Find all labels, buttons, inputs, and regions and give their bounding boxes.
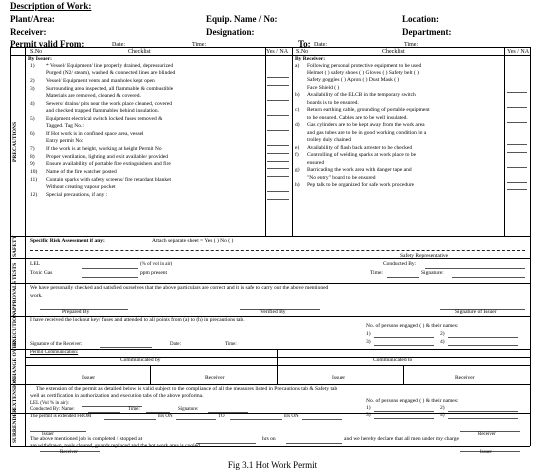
issuer-item-text: Proper ventilation, lighting and exit available/ provided <box>46 153 169 160</box>
verified-by-label: Verified By <box>260 309 286 315</box>
change-over-col-rule-1 <box>150 365 151 384</box>
receiver-item-text: Pep talk to be organized for safe work procedure <box>307 182 415 189</box>
receiver-yes-na-field[interactable] <box>507 122 527 123</box>
change-over-middle-rule <box>277 349 278 384</box>
extension-to-label: TO <box>218 414 225 419</box>
extension-lel-label: LEL (Vol % in air): <box>30 401 69 406</box>
change-over-issuer-2-label: Issuer <box>332 375 346 381</box>
attach-sheet-label: Attach separate sheet = Yes ( ) No ( ) <box>152 238 234 244</box>
extension-signature-line[interactable] <box>208 412 248 413</box>
receiver-item-number: a) <box>295 63 300 69</box>
issuer-item-number: 2) <box>30 78 35 84</box>
plant-area-label: Plant/Area: <box>10 14 55 24</box>
test-signature-label: Signature: <box>421 270 444 276</box>
issuer-yes-na-field[interactable] <box>267 191 289 192</box>
receiver-item-number: c) <box>295 107 300 114</box>
issuer-item-text: Ensure availability of portable fire extinguishers and fire <box>46 161 171 168</box>
receiver-yes-na-field[interactable] <box>507 92 527 93</box>
extension-persons-label: No. of persons engaged ( ) & their names: <box>366 398 459 404</box>
extension-name-4-line[interactable] <box>448 418 518 419</box>
extension-from-label: The permit is extended FROM <box>30 414 92 419</box>
lel-label: LEL <box>30 261 41 267</box>
valid-to-time-label: Time: <box>404 42 419 48</box>
receiver-yes-na-rule <box>504 47 505 236</box>
surrender-statement-b: hrs on <box>262 436 276 442</box>
safety-representative-label: Safety Representative <box>400 253 449 259</box>
extension-statement-cont: well as certification in authorization and execution tabs of the above proforma. <box>30 393 204 399</box>
issuer-item-number: 6) <box>30 130 35 137</box>
receiver-item-text: Return earthing cable, grounding of portable equipment <box>307 107 430 114</box>
issuer-item-number: 8) <box>30 153 35 160</box>
extension-from-date-line[interactable] <box>176 419 216 420</box>
execution-name-1-no: 1) <box>366 331 371 337</box>
risk-assessment-line <box>30 250 525 251</box>
receiver-item-text: Face Shield ( ) <box>307 84 340 91</box>
execution-name-3-no: 3) <box>366 339 371 345</box>
extension-time-line[interactable] <box>146 412 170 413</box>
execution-rule <box>10 349 530 350</box>
issuer-item-text: If Hot work is in confined space area, vessel <box>46 130 144 137</box>
change-over-header-rule <box>25 365 530 366</box>
toxic-gas-label: Toxic Gas <box>30 270 53 276</box>
issuer-item-number: 7) <box>30 145 35 152</box>
lel-value-line[interactable] <box>82 268 138 269</box>
receiver-item-number: d) <box>295 122 300 129</box>
execution-name-1-line[interactable] <box>374 337 434 338</box>
change-over-col-rule-2 <box>403 365 404 384</box>
issuer-item-text: Tagged. Tag No.: <box>46 123 84 129</box>
section-approvals: APPROVALS <box>12 281 18 314</box>
extension-to-line[interactable] <box>230 419 282 420</box>
department-label: Department: <box>402 27 452 37</box>
extension-receiver-label: Receiver <box>478 432 496 437</box>
receiver-yes-na-field[interactable] <box>507 144 527 145</box>
execution-name-4-no: 4) <box>440 339 445 345</box>
valid-to-label: To: <box>298 39 311 49</box>
receiver-item-text: Barricading the work area with danger tape and <box>307 167 412 174</box>
issuer-yes-na-field[interactable] <box>267 153 289 154</box>
receiver-item-number: e) <box>295 144 300 151</box>
receiver-item-text: to be ensured. Cables are to be well insulated. <box>307 114 408 121</box>
issuer-yes-na-field[interactable] <box>267 130 289 131</box>
table-border-top <box>10 47 530 48</box>
checklist-header-rule <box>10 55 530 56</box>
issuer-item-text: Special precautions, if any : <box>46 192 108 198</box>
extension-name-1-line[interactable] <box>374 411 434 412</box>
receiver-item-text: Availability of the ELCB in the temporary switch <box>307 92 416 99</box>
issuer-yes-na-field[interactable] <box>267 85 289 86</box>
issuer-item-number: 12) <box>30 192 38 198</box>
permit-communication-label: Permit Communication: <box>30 350 79 355</box>
receiver-yes-na-header: Yes / NA <box>507 49 530 55</box>
extension-name-3-line[interactable] <box>374 418 434 419</box>
extension-name-2-no: 2) <box>440 405 445 411</box>
execution-signature-line[interactable] <box>100 347 152 348</box>
receiver-yes-na-field[interactable] <box>507 189 527 190</box>
section-tests: TESTS <box>12 262 18 280</box>
section-extension: EXTENSION <box>12 377 18 410</box>
issuer-item-number: 4) <box>30 100 35 107</box>
receiver-item-text: Safety goggles ( ) Apron ( ) Dust Mask ( ) <box>307 77 400 84</box>
execution-name-4-line[interactable] <box>448 345 518 346</box>
issuer-item-number: 11) <box>30 177 38 183</box>
precautions-rule <box>10 236 530 237</box>
issuer-item-text: Entry permit No: <box>46 138 84 144</box>
issuer-item-text: Sewers/ drains/ pits near the work place cleaned, covered <box>46 100 172 107</box>
issuer-yes-na-field[interactable] <box>267 176 289 177</box>
risk-assessment-label: Specific Risk Assessment if any: <box>30 238 105 244</box>
signature-issuer-label: Signature of Issuer <box>455 309 497 315</box>
issuer-item-number: 3) <box>30 85 35 92</box>
designation-label: Designation: <box>206 27 255 37</box>
issuer-yes-na-field[interactable] <box>267 161 289 162</box>
receiver-item-text: ensured <box>307 159 325 166</box>
receiver-item-text: and gas tubes are to be in good working condition in a <box>307 129 427 136</box>
extension-name-3-no: 3) <box>366 412 371 418</box>
extension-name-2-line[interactable] <box>448 411 518 412</box>
change-over-receiver-2-label: Receiver <box>455 375 475 381</box>
issuer-yes-na-field[interactable] <box>267 168 289 169</box>
issuer-item-text: Surrounding area inspected, all flammable & combustible <box>46 85 174 92</box>
receiver-label: Receiver: <box>10 27 47 37</box>
figure-caption: Fig 3.1 Hot Work Permit <box>227 460 318 470</box>
receiver-item-text: Helmet ( ) safety shoes ( ) Gloves ( ) Safety belt ( ) <box>307 70 419 77</box>
test-time-line[interactable] <box>387 277 419 278</box>
receiver-item-text: Following personal protective equipment to be used <box>307 63 422 69</box>
conducted-by-label: Conducted By: <box>383 261 417 267</box>
issuer-yes-na-field[interactable] <box>267 100 289 101</box>
surrender-statement-a: The above mentioned job is completed / stopped at <box>30 436 143 442</box>
communicated-to-label: Communicated to <box>373 357 413 363</box>
issuer-item-number: 9) <box>30 161 35 168</box>
issuer-yes-na-field[interactable] <box>267 115 289 116</box>
extension-hrs-on-2-label: hrs ON <box>284 414 299 419</box>
surrender-receiver-label: Receiver <box>60 450 78 455</box>
issuer-item-text: and checked trapped flammables behind insulation. <box>46 108 160 114</box>
issuer-yes-na-field[interactable] <box>267 199 289 200</box>
receiver-item-number: g) <box>295 167 300 174</box>
issuer-sno-header: S.No <box>30 49 43 55</box>
section-execution: EXECUTION <box>12 312 18 346</box>
section-surrender: SURRENDER <box>12 408 18 443</box>
execution-signature-label: Signature of the Receiver: <box>30 342 83 347</box>
valid-from-label: Permit valid From: <box>10 39 85 49</box>
equipment-label: Equip. Name / No: <box>206 14 278 24</box>
receiver-heading: By Receiver: <box>295 56 326 62</box>
extension-time-label: Time: <box>128 407 140 412</box>
extension-issuer-label: Issuer <box>42 432 54 437</box>
location-label: Location: <box>402 14 439 24</box>
receiver-item-text: trolley duly chained <box>307 136 351 143</box>
checklist-middle-rule <box>292 47 293 236</box>
execution-date-label: Date: <box>170 342 181 347</box>
execution-persons-label: No. of persons engaged ( ) & their names: <box>366 323 459 329</box>
receiver-item-number: f) <box>295 152 299 159</box>
tests-rule <box>10 283 530 284</box>
valid-to-date-label: Date: <box>314 42 327 48</box>
receiver-item-text: Availability of flash back arrester to be checked <box>307 144 413 151</box>
issuer-item-number: 5) <box>30 115 35 122</box>
extension-name-1-no: 1) <box>366 405 371 411</box>
issuer-item-text: Without creating vapour pocket <box>46 184 116 191</box>
execution-name-3-line[interactable] <box>374 345 434 346</box>
test-time-label: Time: <box>370 270 383 276</box>
extension-signature-label: Signature: <box>178 407 199 412</box>
execution-statement: I have received the lockout key/ fuses and attended to all points from (a) to (h) in precautions tab. <box>30 317 245 323</box>
change-over-receiver-label: Receiver <box>205 375 225 381</box>
change-over-issuer-label: Issuer <box>82 375 96 381</box>
change-over-rule <box>10 384 530 385</box>
valid-from-time-label: Time: <box>192 42 207 48</box>
issuer-item-text: Materials are removed, cleaned & covered. <box>46 93 141 99</box>
issuer-heading: By Issuer: <box>28 56 52 62</box>
issuer-item-text: Equipment electrical switch locked fuses removed & <box>46 115 163 122</box>
receiver-item-text: "No entry" board to be ensured <box>307 174 376 181</box>
communicated-by-label: Communicated by <box>120 357 161 363</box>
approvals-statement-cont: work. <box>30 293 43 299</box>
toxic-gas-unit: ppm present <box>140 270 168 276</box>
receiver-yes-na-field[interactable] <box>507 167 527 168</box>
receiver-yes-na-field[interactable] <box>507 107 527 108</box>
issuer-item-number: 10) <box>30 169 38 176</box>
receiver-item-text: Controlling of welding sparks at work place to be <box>307 152 417 159</box>
safety-rule <box>10 258 530 259</box>
issuer-item-number: 1) <box>30 63 35 69</box>
extension-conducted-label: Conducted By: Name: <box>30 407 75 412</box>
extension-conducted-line[interactable] <box>88 412 120 413</box>
receiver-yes-na-field[interactable] <box>507 152 527 153</box>
table-border-right <box>530 47 531 446</box>
extension-issuer-sign-line[interactable] <box>30 431 86 432</box>
receiver-checklist-header: Checklist <box>382 49 405 55</box>
lel-unit: (% of vol in air) <box>140 262 173 267</box>
issuer-item-text: * Vessel/ Equipment/ line properly drained, depressurized <box>46 63 174 69</box>
receiver-item-text: Gas cylinders are to be kept away from the work area <box>307 122 425 129</box>
section-precautions: PRECAUTIONS <box>12 121 18 162</box>
prepared-by-label: Prepared By <box>62 309 90 315</box>
extension-name-4-no: 4) <box>440 412 445 418</box>
issuer-item-text: Vessel/ Equipment vents and manholes kept open <box>46 78 155 84</box>
issuer-yes-na-field[interactable] <box>267 145 289 146</box>
extension-from-line[interactable] <box>104 419 156 420</box>
issuer-checklist-header: Checklist <box>128 49 151 55</box>
surrender-statement-c: and we hereby declare that all men under my charge <box>344 436 459 442</box>
issuer-yes-na-rule <box>265 47 266 236</box>
issuer-yes-na-field[interactable] <box>267 77 289 78</box>
extension-statement: The extension of the permit as detailed below is valid subject to the compliance of all the measures listed in Precautions tab & Safety tab <box>36 386 338 392</box>
receiver-item-number: b) <box>295 92 300 99</box>
test-signature-line[interactable] <box>452 277 525 278</box>
issuer-item-text: Name of the fire watcher posted <box>46 169 117 176</box>
receiver-item-number: h) <box>295 182 300 189</box>
extension-hrs-on-label: hrs ON <box>158 414 173 419</box>
valid-from-date-label: Date: <box>112 42 125 48</box>
table-border-left <box>10 47 11 446</box>
execution-time-label: Time: <box>225 342 237 347</box>
approvals-statement: We have personally checked and satisfied ourselves that the above particulars are correct and it is safe to carry out the above mentioned <box>30 285 329 291</box>
issuer-item-text: Purged (N2/ steam), washed & connected lines are blinded <box>46 70 176 77</box>
surrender-issuer-label: Issuer <box>480 450 492 455</box>
execution-name-2-line[interactable] <box>448 337 518 338</box>
execution-name-2-no: 2) <box>440 331 445 337</box>
section-safety: SAFETY <box>12 235 18 257</box>
issuer-item-text: Contain sparks with safety screens/ fire retardant blanket <box>46 177 172 183</box>
section-change-over: CHANGE OVER <box>12 340 18 382</box>
issuer-yes-na-header: Yes / NA <box>266 49 289 55</box>
surrender-date-line[interactable] <box>286 443 342 444</box>
change-over-sub-rule <box>25 357 530 358</box>
toxic-gas-value-line[interactable] <box>82 277 138 278</box>
issuer-item-text: If the work is at height, working at height Permit No <box>46 145 162 152</box>
section-label-column-rule <box>25 47 26 446</box>
form-title: Description of Work: <box>10 1 92 11</box>
surrender-time-line[interactable] <box>196 443 256 444</box>
receiver-sno-header: S.No <box>296 49 309 55</box>
surrender-statement-cont: are withdrawn, tools cleared, guards replaced and the hot work area is cooled. <box>30 443 202 449</box>
conducted-by-line[interactable] <box>425 268 525 269</box>
receiver-yes-na-field[interactable] <box>507 182 527 183</box>
receiver-item-text: boards is to be ensured. <box>307 99 359 106</box>
extension-to-date-line[interactable] <box>302 419 342 420</box>
